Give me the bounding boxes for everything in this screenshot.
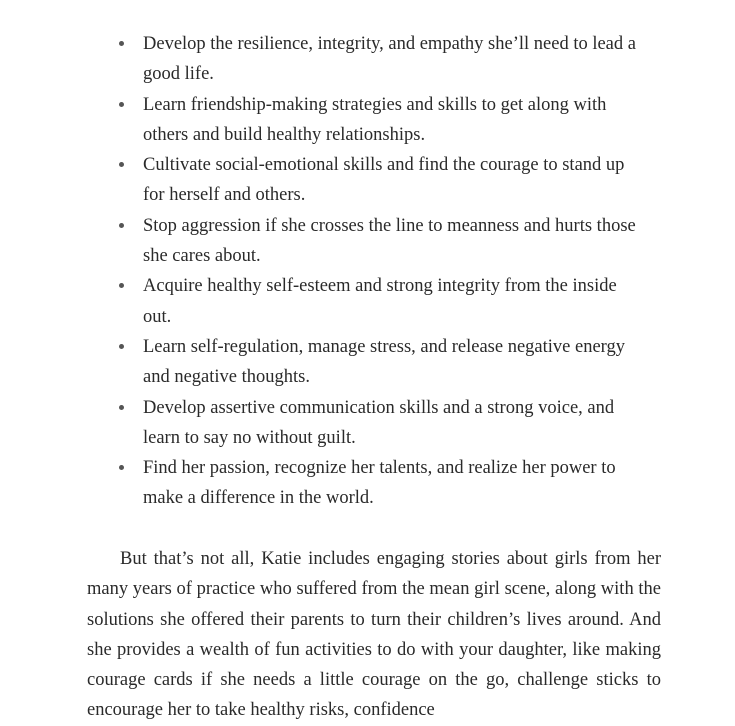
list-item xyxy=(0,90,643,151)
bullet-icon xyxy=(119,405,124,410)
list-item xyxy=(0,271,643,332)
bullet-icon xyxy=(119,465,124,470)
bullet-list xyxy=(0,29,735,514)
list-item xyxy=(0,29,643,90)
list-item-text: Find her passion, recognize her talents, and realize her power to make a difference in the world. xyxy=(143,458,616,509)
list-item-text: Acquire healthy self-esteem and strong integrity from the inside out. xyxy=(143,276,617,327)
bullet-icon xyxy=(119,102,124,107)
list-item-text: Learn self-regulation, manage stress, and release negative energy and negative thoughts. xyxy=(143,336,625,388)
list-item xyxy=(0,393,643,454)
list-item-text: Develop assertive communication skills and a strong voice, and learn to say no without guilt. xyxy=(143,397,615,448)
list-item-text: Cultivate social-emotional skills and find the courage to stand up for herself and others. xyxy=(143,155,625,206)
list-item-text: Stop aggression if she crosses the line to meanness and hurts those she cares about. xyxy=(143,215,636,267)
list-item xyxy=(0,211,643,272)
list-item xyxy=(0,150,643,211)
bullet-icon xyxy=(119,41,124,46)
bullet-icon xyxy=(119,223,124,228)
list-item-text: Develop the resilience, integrity, and empathy she’ll need to lead a good life. xyxy=(143,34,636,85)
list-item xyxy=(0,332,643,393)
bullet-icon xyxy=(119,344,124,349)
list-item-text: Learn friendship-making strategies and skills to get along with others and build healthy relationships. xyxy=(143,94,607,145)
body-paragraph: But that’s not all, Katie includes engaging stories about girls from her many years of practice who suffered from the mean girl scene, along with the solutions she offered their parents to turn their children’s lives around. And she provides a wealth of fun activities to do with your daughter, like making courage cards if she needs a little courage on the go, challenge sticks to encourage her to take healthy risks, confidence xyxy=(87,549,661,721)
list-item xyxy=(0,453,643,514)
bullet-icon xyxy=(119,162,124,167)
bullet-icon xyxy=(119,283,124,288)
